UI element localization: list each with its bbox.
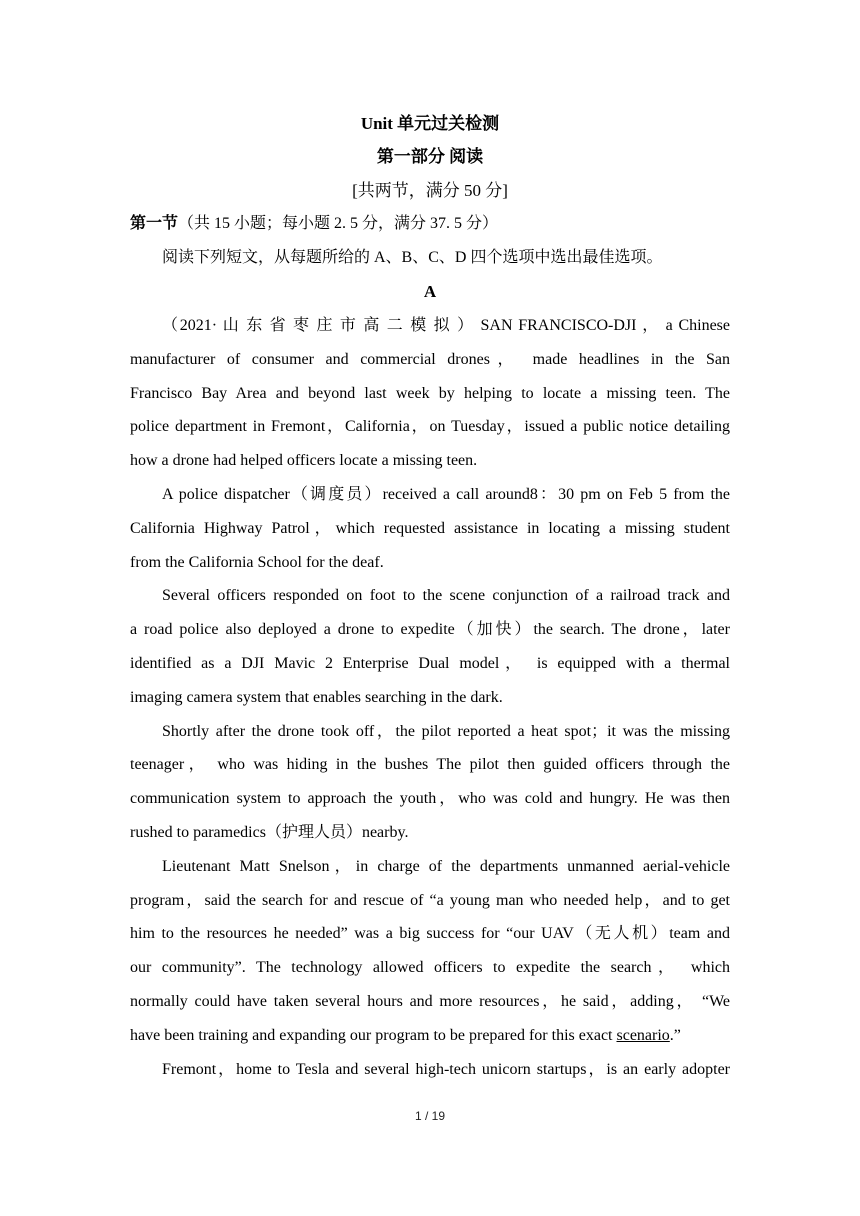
paragraph-3: [130, 579, 730, 714]
paragraph-line: rushed to paramedics（护理人员）nearby.: [130, 823, 409, 841]
paragraph-line: A police dispatcher（调度员）received a call around8：30 pm on Feb 5 from the: [162, 485, 730, 503]
paragraph-line: （2021· 山 东 省 枣 庄 市 高 二 模 拟 ） SAN FRANCISCO-DJI ， a Chinese: [162, 317, 730, 334]
instruction-text: 阅读下列短文，从每题所给的 A、B、C、D 四个选项中选出最佳选项。: [162, 249, 663, 266]
paragraph-line: Lieutenant Matt Snelson，in charge of the departments unmanned aerial-vehicle: [162, 857, 730, 875]
underlined-word: scenario: [616, 1026, 670, 1044]
unit-title: Unit 单元过关检测: [360, 114, 500, 133]
paragraph-line: program，said the search for and rescue of “a young man who needed help，and to get: [130, 891, 731, 909]
paragraph-line: a road police also deployed a drone to expedite（加快）the search. The drone，later: [130, 621, 730, 639]
paragraph-1: [130, 309, 730, 478]
paragraph-line: our community”. The technology allowed officers to expedite the search， which: [130, 959, 730, 977]
paragraph-line: Fremont，home to Tesla and several high-tech unicorn startups，is an early adopter: [162, 1060, 731, 1078]
section-detail: （共 15 小题；每小题 2. 5 分，满分 37. 5 分）: [178, 215, 499, 232]
paragraph-line: imaging camera system that enables searching in the dark.: [130, 688, 503, 706]
paragraph-line: from the California School for the deaf.: [130, 553, 384, 571]
paragraph-line: communication system to approach the youth，who was cold and hungry. He was then: [130, 790, 730, 808]
paragraph-2: [130, 478, 730, 579]
score-note: [共两节，满分 50 分]: [352, 181, 508, 200]
paragraph-line: Shortly after the drone took off，the pilot reported a heat spot；it was the missing: [162, 722, 730, 740]
part-heading: 第一部分 阅读: [376, 147, 484, 166]
paragraph-line: manufacturer of consumer and commercial drones， made headlines in the San: [130, 350, 730, 368]
paragraph-line: identified as a DJI Mavic 2 Enterprise Dual model， is equipped with a thermal: [130, 654, 730, 672]
paragraph-line: how a drone had helped officers locate a missing teen.: [130, 452, 478, 470]
section-label: 第一节: [130, 215, 179, 232]
paragraph-5: [130, 850, 730, 1053]
paragraph-line: Francisco Bay Area and beyond last week by helping to locate a missing teen. The: [130, 384, 730, 402]
paragraph-line: him to the resources he needed” was a big success for “our UAV（无人机）team and: [130, 925, 730, 943]
paragraph-line: Several officers responded on foot to the scene conjunction of a railroad track and: [162, 587, 730, 605]
paragraph-4: [130, 715, 730, 850]
page-number: 1 / 19: [414, 1109, 446, 1123]
paragraph-line: normally could have taken several hours and more resources，he said，adding， “We: [130, 992, 731, 1010]
paragraph-line: teenager， who was hiding in the bushes The pilot then guided officers through the: [130, 756, 730, 774]
paragraph-line: police department in Fremont，California，on Tuesday，issued a public notice detailing: [130, 418, 730, 436]
section-heading: [130, 207, 730, 241]
document-page: [130, 108, 730, 1086]
passage-label: A: [423, 282, 437, 301]
paragraph-6: [130, 1053, 730, 1087]
paragraph-line: California Highway Patrol，which requested assistance in locating a missing student: [130, 519, 730, 537]
line-text: have been training and expanding our program to be prepared for this exact: [130, 1026, 617, 1044]
line-text: .”: [669, 1026, 681, 1044]
paragraph-line: [130, 1019, 730, 1053]
